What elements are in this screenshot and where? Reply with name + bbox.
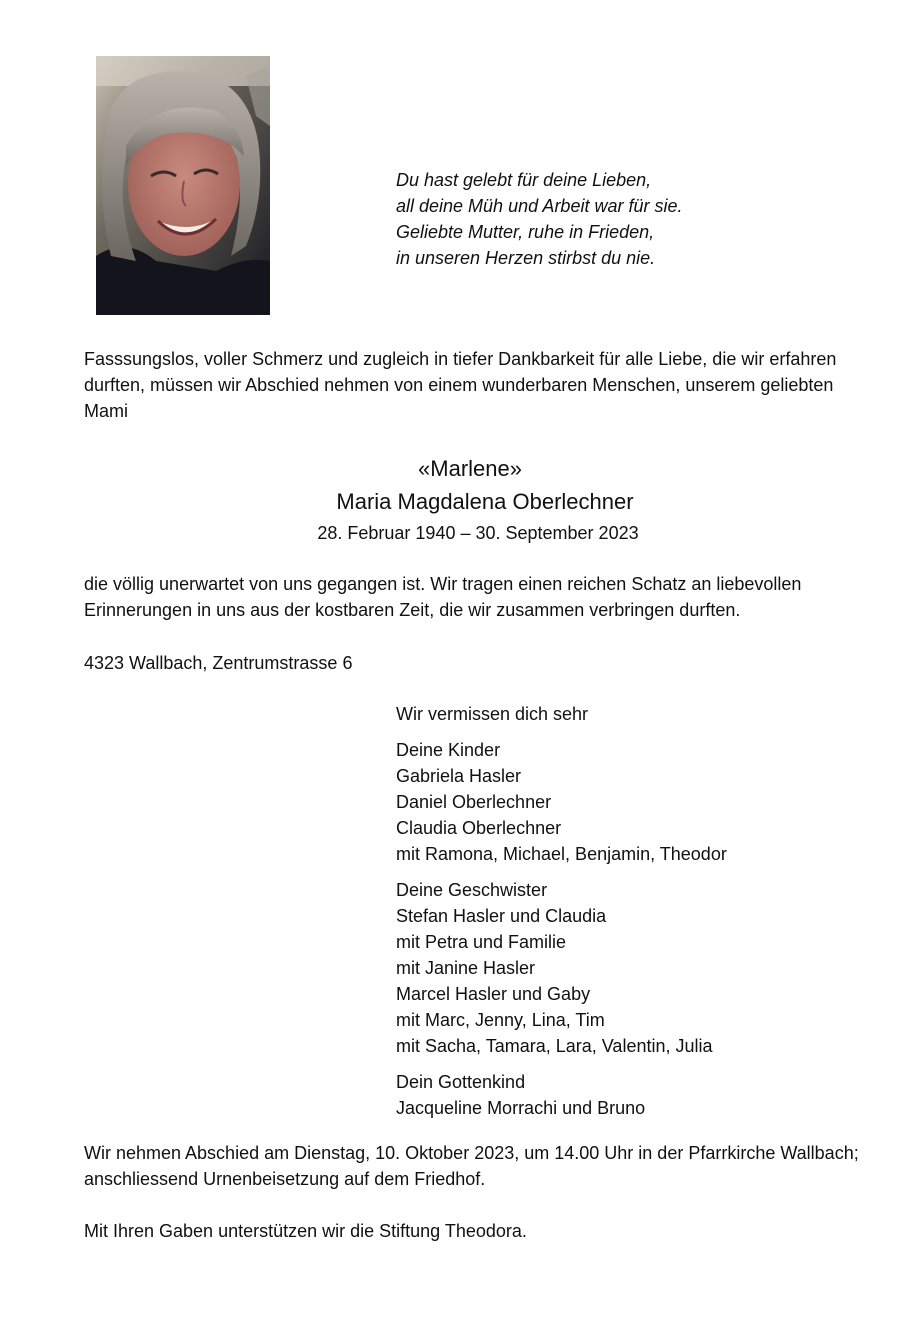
mourner-name: mit Petra und Familie [396,932,567,952]
mourners-group-godchild [396,1069,727,1121]
mourner-name: Gabriela Hasler [396,766,522,786]
portrait-illustration [96,56,270,315]
intro-paragraph: Fasssungslos, voller Schmerz und zugleich in tiefer Dankbarkeit für alle Liebe, die wir erfahren durften, müssen wir Abschied nehmen von einem wunderbaren Menschen, unserem geliebten Mami [84,349,837,421]
poem-line: all deine Müh und Arbeit war für sie. [396,196,683,216]
mourner-name: Daniel Oberlechner [396,792,552,812]
group-title: Dein Gottenkind [396,1072,526,1092]
mourner-name: Jacqueline Morrachi und Bruno [396,1098,646,1118]
mourner-name: mit Ramona, Michael, Benjamin, Theodor [396,844,727,864]
mourners-heading: Wir vermissen dich sehr [396,704,589,724]
memorial-poem [396,167,682,271]
continuation-paragraph: die völlig unerwartet von uns gegangen ist. Wir tragen einen reichen Schatz an liebevollen Erinnerungen in uns aus der kostbaren Zeit, die wir zusammen verbringen durften. [84,574,802,620]
donation-note: Mit Ihren Gaben unterstützen wir die Stiftung Theodora. [84,1221,527,1241]
mourner-name: mit Janine Hasler [396,958,536,978]
life-dates: 28. Februar 1940 – 30. September 2023 [317,523,639,543]
mourner-name: mit Marc, Jenny, Lina, Tim [396,1010,605,1030]
poem-line: in unseren Herzen stirbst du nie. [396,248,656,268]
mourner-name: Claudia Oberlechner [396,818,562,838]
ceremony-paragraph: Wir nehmen Abschied am Dienstag, 10. Oktober 2023, um 14.00 Uhr in der Pfarrkirche Wallbach; anschliessend Urnenbeisetzung auf dem Friedhof. [84,1143,859,1189]
group-title: Deine Kinder [396,740,501,760]
mourner-name: Stefan Hasler und Claudia [396,906,607,926]
mourners-list [396,701,727,1121]
deceased-full-name: Maria Magdalena Oberlechner [336,489,634,514]
mourners-group-children [396,737,727,867]
deceased-nickname: «Marlene» [418,456,522,481]
mourner-name: mit Sacha, Tamara, Lara, Valentin, Julia [396,1036,713,1056]
portrait-photo [96,56,270,315]
poem-line: Du hast gelebt für deine Lieben, [396,170,652,190]
mourner-name: Marcel Hasler und Gaby [396,984,591,1004]
mourners-group-siblings [396,877,727,1059]
poem-line: Geliebte Mutter, ruhe in Frieden, [396,222,655,242]
family-address: 4323 Wallbach, Zentrumstrasse 6 [84,653,353,673]
group-title: Deine Geschwister [396,880,548,900]
